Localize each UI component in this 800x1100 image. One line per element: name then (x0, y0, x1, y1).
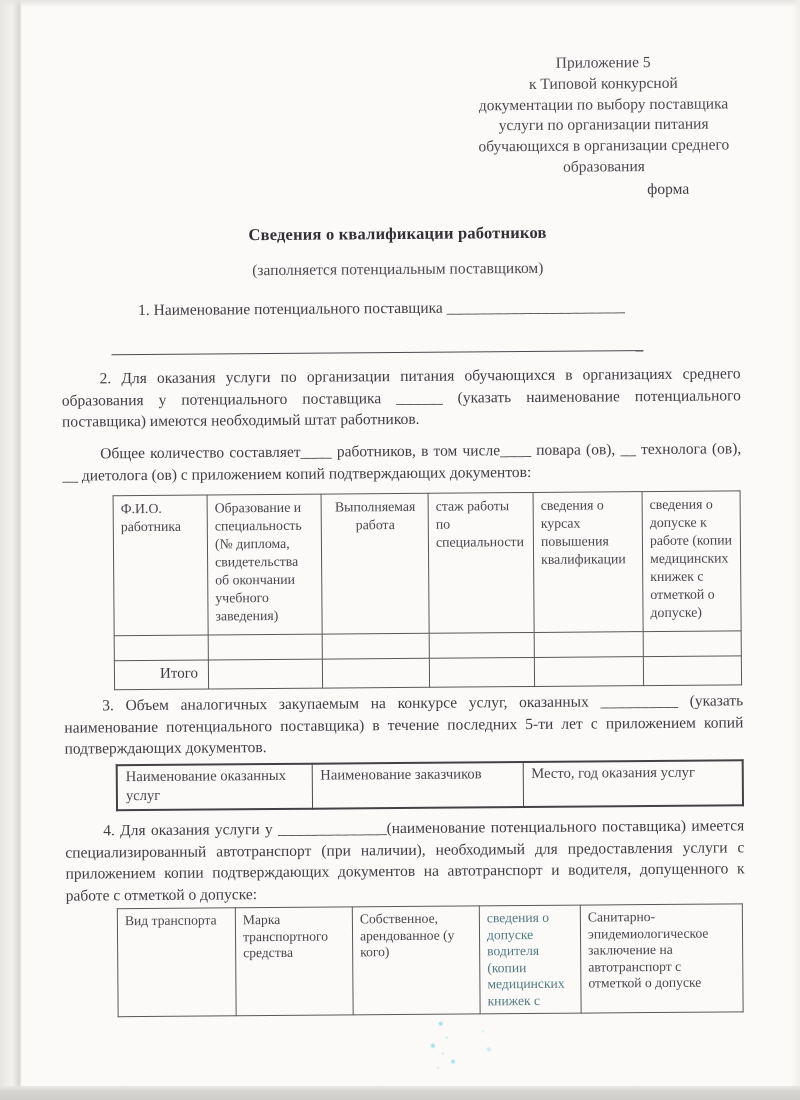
table-cell (208, 659, 322, 689)
ink-speckle-artifact (439, 1022, 443, 1026)
header-cell-work: Выполняемая работа (321, 493, 429, 634)
header-cell-courses: сведения о курсах повышения квалификации (533, 492, 643, 633)
appendix-header-line: услуги по организации питания (498, 115, 709, 135)
header-cell-sanitary-conclusion: Санитарно-эпидемиологическое заключение на автотранспорт с отметкой о допуске (580, 904, 743, 1013)
similar-services-table (116, 759, 744, 811)
paragraph-4: 4. Для оказания услуги у ______________(наименование потенциального поставщика) имеется специализированный автотранспорт (при наличии), необходимый для предоставления услуги с приложением копии подтверждающих документов на автотранспорт и водителя, допущенного к работе с отметкой о допуске: (65, 817, 745, 905)
table-cell (322, 633, 429, 659)
header-cell-place-year: Место, год оказания услуг (523, 760, 743, 807)
header-cell-education: Образование и специальность (№ диплома, свидетельства об окончании учебного заведения) (207, 494, 322, 635)
table-cell (534, 632, 643, 658)
header-cell-service-name: Наименование оказанных услуг (117, 764, 312, 810)
table-cell (429, 632, 534, 658)
table-cell (643, 656, 741, 686)
table-total-row (114, 656, 741, 690)
header-cell-ownership: Собственное, арендованное (у кого) (352, 906, 480, 1015)
item-1-blank-underline: _______________________ (446, 298, 625, 317)
form-label: форма (647, 180, 690, 199)
appendix-header-line: документации по выбору поставщика (478, 95, 729, 114)
page-subtitle: (заполняется потенциальным поставщиком) (252, 259, 544, 280)
paragraph-2-staff-count: Общее количество составляет____ работников, в том числе____ повара (ов), __ технолога (ов), __ диетолога (ов) с приложением копий подтверждающих документов: (62, 440, 742, 485)
header-cell-transport-type: Вид транспорта (117, 908, 236, 1016)
appendix-header (433, 52, 774, 179)
header-cell-admission: сведения о допуске к работе (копии медицинских книжек с отметкой о допуске) (642, 491, 741, 632)
header-cell-transport-brand: Марка транспортного средства (235, 907, 353, 1015)
paragraph-2: 2. Для оказания услуги по организации питания обучающихся в организациях среднего образования у потенциального поставщика ______ (указать наименование потенциального поставщика) имеются необходимый штат работников. (61, 365, 741, 431)
table-cell (208, 634, 322, 660)
table-header-row (113, 491, 741, 636)
table-header-row (117, 760, 743, 810)
appendix-header-line: образования (563, 158, 645, 176)
total-label-cell: Итого (114, 660, 208, 690)
page-title: Сведения о квалификации работников (248, 222, 547, 245)
table-cell (643, 631, 741, 657)
header-cell-customer-name: Наименование заказчиков (312, 762, 523, 809)
item-1-label: 1. Наименование потенциального поставщика (138, 299, 443, 320)
table-cell (534, 657, 643, 687)
header-cell-fio: Ф.И.О. работника (113, 495, 208, 636)
header-cell-experience: стаж работы по специальности (428, 492, 534, 633)
transport-table (117, 903, 744, 1016)
staff-qualification-table (113, 490, 743, 690)
table-cell (322, 658, 429, 688)
item-1-supplier-name (138, 298, 625, 320)
table-cell (429, 657, 534, 687)
table-cell (114, 635, 208, 661)
appendix-header-line: к Типовой конкурсной (528, 74, 678, 93)
table-header-row (117, 904, 743, 1016)
appendix-header-line: обучающихся в организации среднего (478, 136, 730, 156)
header-cell-driver-admission: сведения о допуске водителя (копии медицинских книжек с (479, 905, 581, 1013)
paragraph-3: 3. Объем аналогичных закупаемым на конкурсе услуг, оказанных __________ (указать наименование потенциального поставщика) в течение последних 5-ти лет с приложением копий подтверждающих документов. (64, 692, 744, 758)
fill-in-line (111, 328, 643, 355)
appendix-header-line: Приложение 5 (555, 54, 651, 72)
